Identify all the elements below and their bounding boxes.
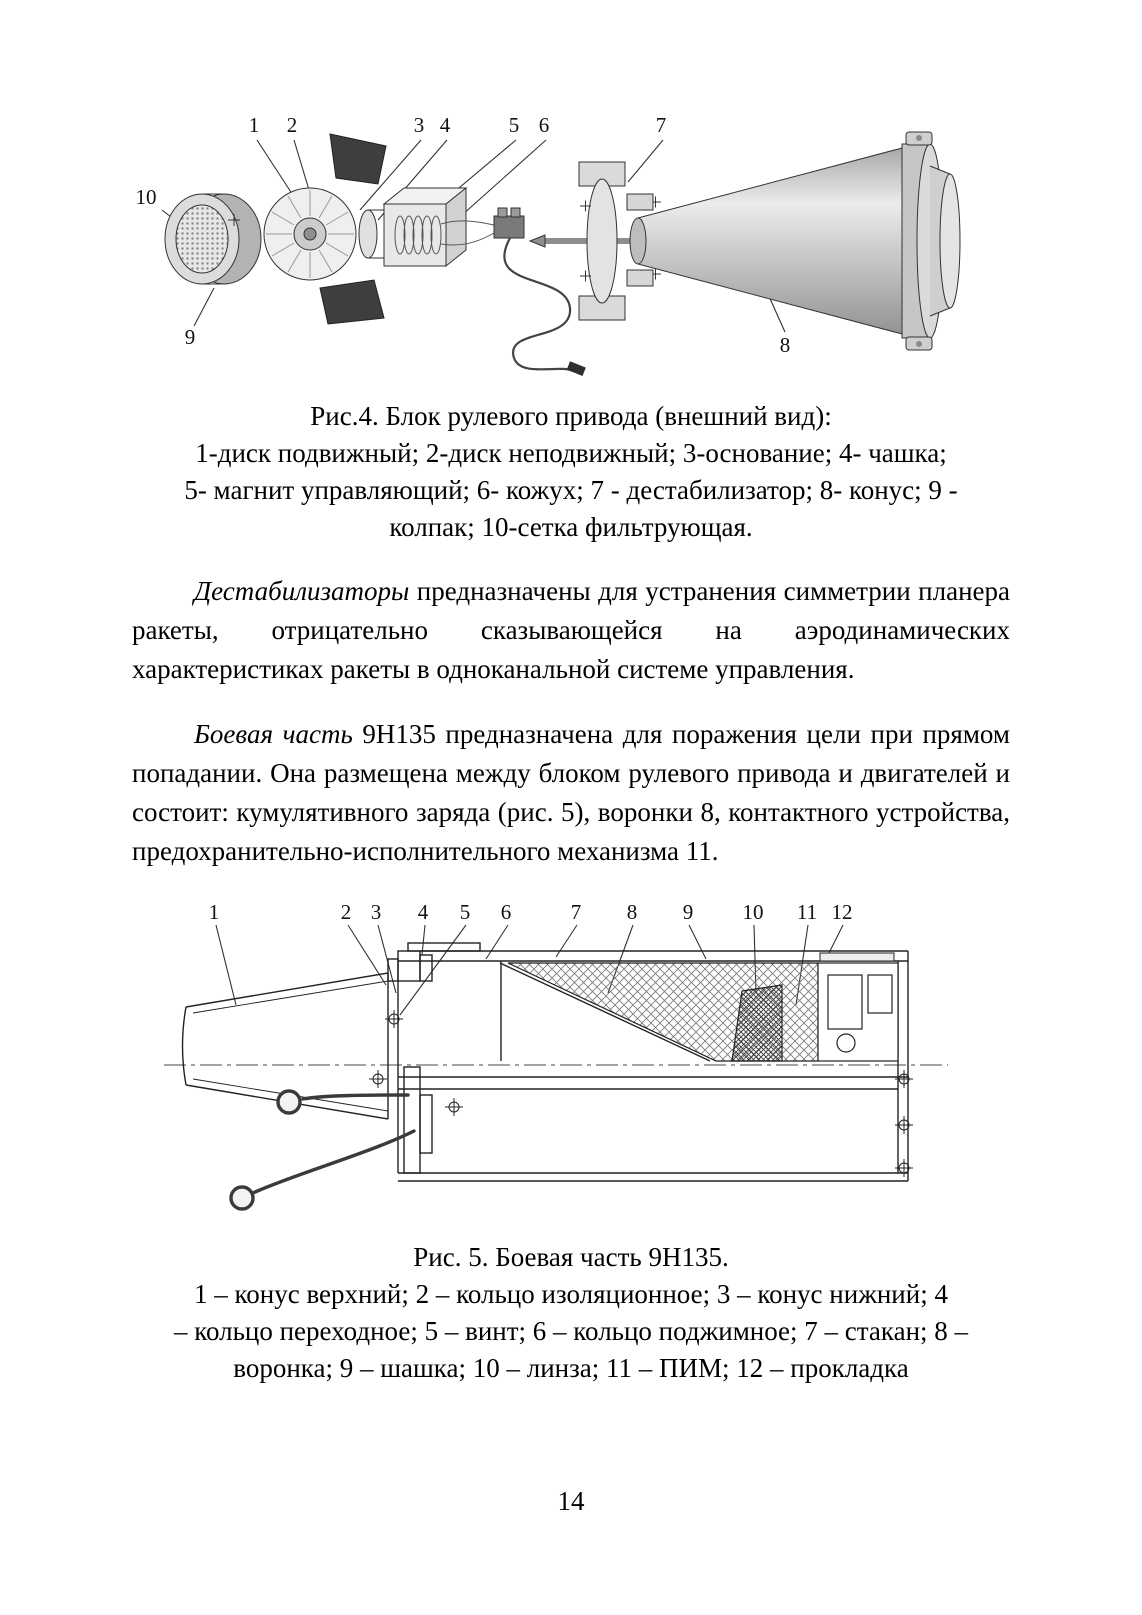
figure-5-labels [209, 900, 853, 924]
figure-4-part-housing [384, 188, 494, 266]
figure-5-caption-legend-line-2: – кольцо переходное; 5 – винт; 6 – кольцо поджимное; 7 – стакан; 8 – [173, 1316, 969, 1346]
figure-4-caption-legend-line-1: 1-диск подвижный; 2-диск неподвижный; 3-основание; 4- чашка; [195, 438, 947, 468]
figure-5-label-4: 4 [417, 900, 429, 924]
figure-4-label-6: 6 [538, 113, 550, 137]
figure-5-label-3: 3 [370, 900, 382, 924]
figure-4-part-destabilizer [530, 162, 640, 320]
figure-5-label-11: 11 [796, 900, 818, 924]
figure-4 [130, 106, 1010, 396]
paragraph-warhead-lead: Боевая часть [194, 719, 353, 749]
figure-4-part-cone [627, 132, 960, 350]
figure-5-drawing [156, 897, 956, 1227]
figure-5-part-gasket [820, 953, 894, 961]
figure-4-label-7: 7 [655, 113, 667, 137]
figure-4-label-5: 5 [508, 113, 520, 137]
paragraph-destabilizers-lead: Дестабилизаторы [194, 576, 410, 606]
paragraph-warhead [132, 715, 1010, 871]
figure-5-label-1: 1 [208, 900, 220, 924]
figure-5 [156, 897, 1010, 1227]
figure-5-part-pim [818, 963, 898, 1061]
figure-4-drawing [130, 106, 1010, 396]
figure-4-caption-legend-line-2: 5- магнит управляющий; 6- кожух; 7 - дестабилизатор; 8- конус; 9 - [184, 475, 958, 505]
figure-5-label-9: 9 [682, 900, 694, 924]
figure-4-caption-title: Рис.4. Блок рулевого привода (внешний вид): [310, 401, 832, 431]
figure-5-label-6: 6 [500, 900, 512, 924]
figure-4-label-1: 1 [248, 113, 260, 137]
figure-4-label-9: 9 [184, 325, 196, 349]
figure-4-label-8: 8 [779, 333, 791, 357]
figure-5-caption-legend-line-1: 1 – конус верхний; 2 – кольцо изоляционное; 3 – конус нижний; 4 [194, 1279, 948, 1309]
figure-5-label-7: 7 [570, 900, 582, 924]
figure-4-label-2: 2 [286, 113, 298, 137]
paragraph-destabilizers-text: предназначены для устранения симметрии планера ракеты, отрицательно сказывающейся на аэродинамических характеристиках ракеты в одноканальной системе управления. [132, 576, 1010, 684]
figure-5-caption [132, 1239, 1010, 1387]
paragraph-destabilizers [132, 572, 1010, 689]
figure-5-label-5: 5 [459, 900, 471, 924]
figure-5-caption-title: Рис. 5. Боевая часть 9Н135. [413, 1242, 729, 1272]
figure-4-label-4: 4 [439, 113, 451, 137]
figure-5-label-12: 12 [831, 900, 853, 924]
figure-4-label-3: 3 [413, 113, 425, 137]
figure-5-label-10: 10 [742, 900, 764, 924]
page-number: 14 [557, 1486, 585, 1516]
figure-5-caption-legend-line-3: воронка; 9 – шашка; 10 – линза; 11 – ПИМ; 12 – прокладка [233, 1353, 909, 1383]
figure-5-part-handles [231, 1091, 414, 1209]
figure-5-label-2: 2 [340, 900, 352, 924]
paragraph-warhead-text: 9Н135 предназначена для поражения цели при прямом попадании. Она размещена между блоком рулевого привода и двигателей и состоит: кумулятивного заряда (рис. 5), воронки 8, контактного устройства, предохранительно-исполнительного механизма 11. [132, 719, 1010, 866]
figure-4-part-cap [165, 194, 261, 284]
figure-4-caption-legend-line-3: колпак; 10-сетка фильтрующая. [389, 512, 753, 542]
figure-4-label-10: 10 [135, 185, 157, 209]
figure-5-label-8: 8 [626, 900, 638, 924]
figure-4-caption [132, 398, 1010, 546]
figure-4-part-wire [494, 208, 586, 376]
